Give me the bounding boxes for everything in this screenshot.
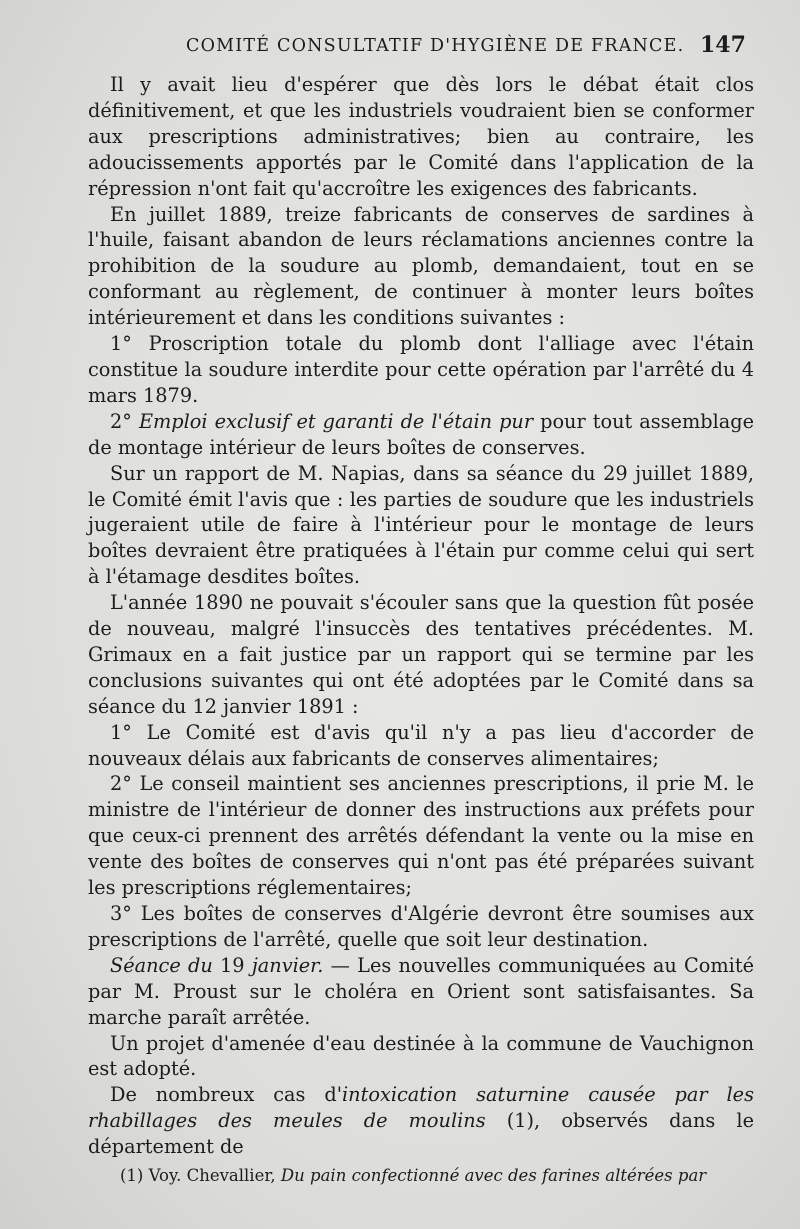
paragraph-item-1-lead-proscription: 1° Proscription totale du plomb dont l'alliage avec l'étain constitue la soudure interdite pour cette opération par l'arrêté du 4 mars 1879. <box>88 332 754 407</box>
paragraph-conclusion-1: 1° Le Comité est d'avis qu'il n'y a pas lieu d'accorder de nouveaux délais aux fabricants de conserves alimentaires; <box>88 720 754 770</box>
paragraph-conclusion-2: 2° Le conseil maintient ses anciennes prescriptions, il prie M. le ministre de l'intérieur de donner des instructions aux préfets pour que ceux-ci prennent des arrêtés défendant la vente ou la mise en vente des boîtes de conserves qui n'ont pas été préparées suivant les prescriptions réglementaires; <box>88 772 754 900</box>
page-number: 147 <box>700 32 746 58</box>
paragraph-item-2-pure-tin <box>88 409 754 461</box>
footnote-italic: Du pain confectionné avec des farines altérées par <box>280 1166 707 1185</box>
paragraph-conclusion-3: 3° Les boîtes de conserves d'Algérie devront être soumises aux prescriptions de l'arrêté, quelle que soit leur destination. <box>88 902 754 951</box>
paragraph-year-1890: L'année 1890 ne pouvait s'écouler sans que la question fût posée de nouveau, malgré l'insuccès des tentatives précédentes. M. Grimaux en a fait justice par un rapport qui se termine par les conclusions suivantes qui ont été adoptées par le Comité dans sa séance du 12 janvier 1891 : <box>88 591 754 718</box>
footnote-text: (1) Voy. Chevallier, <box>120 1166 281 1185</box>
paragraph-july-1889: En juillet 1889, treize fabricants de conserves de sardines à l'huile, faisant abandon de leurs réclamations anciennes contre la prohibition de la soudure au plomb, demandaient, tout en se conformant au règlement, de continuer à monter leurs boîtes intérieurement et dans les conditions suivantes : <box>88 202 754 330</box>
running-title: COMITÉ CONSULTATIF D'HYGIÈNE DE FRANCE. <box>186 36 685 56</box>
text-run: (1), observés dans le département de <box>88 1109 754 1159</box>
text-run: De nombreux cas d' <box>110 1083 342 1107</box>
text-run: — Les nouvelles communiquées au Comité par M. Proust sur le choléra en Orient sont satisfaisantes. Sa marche paraît arrêtée. <box>88 953 755 1029</box>
paragraph-seance-19-janvier <box>88 953 754 1031</box>
italic-run: Emploi exclusif et garanti de l'étain pur <box>138 409 534 433</box>
italic-run: intoxication saturnine causée par les rhabillages des meules de moulins <box>88 1083 754 1133</box>
paragraph-debate-closed: Il y avait lieu d'espérer que dès lors le débat était clos définitivement, et que les industriels voudraient bien se conformer aux prescriptions administratives; bien au contraire, les adoucissements apportés par le Comité dans l'application de la répression n'ont fait qu'accroître les exigences des fabricants. <box>88 73 754 200</box>
text-run: pour tout assemblage de montage intérieur de leurs boîtes de conserves. <box>88 409 754 459</box>
text-run: 2° <box>110 409 139 433</box>
text-run: 19 <box>212 953 252 977</box>
paragraph-vauchignon: Un projet d'amenée d'eau destinée à la commune de Vauchignon est adopté. <box>88 1031 754 1081</box>
body-text <box>88 72 754 1160</box>
italic-run: janvier. <box>251 953 324 977</box>
paragraph-napias-report: Sur un rapport de M. Napias, dans sa séance du 29 juillet 1889, le Comité émit l'avis que : les parties de soudure que les industriels jugeraient utile de faire à l'intérieur pour le montage de leurs boîtes devraient être pratiquées à l'étain pur comme celui qui sert à l'étamage desdites boîtes. <box>88 461 754 589</box>
footnote <box>120 1165 770 1187</box>
page-header <box>0 30 800 64</box>
paragraph-intoxication <box>88 1082 754 1160</box>
italic-run: Séance du <box>110 953 213 977</box>
